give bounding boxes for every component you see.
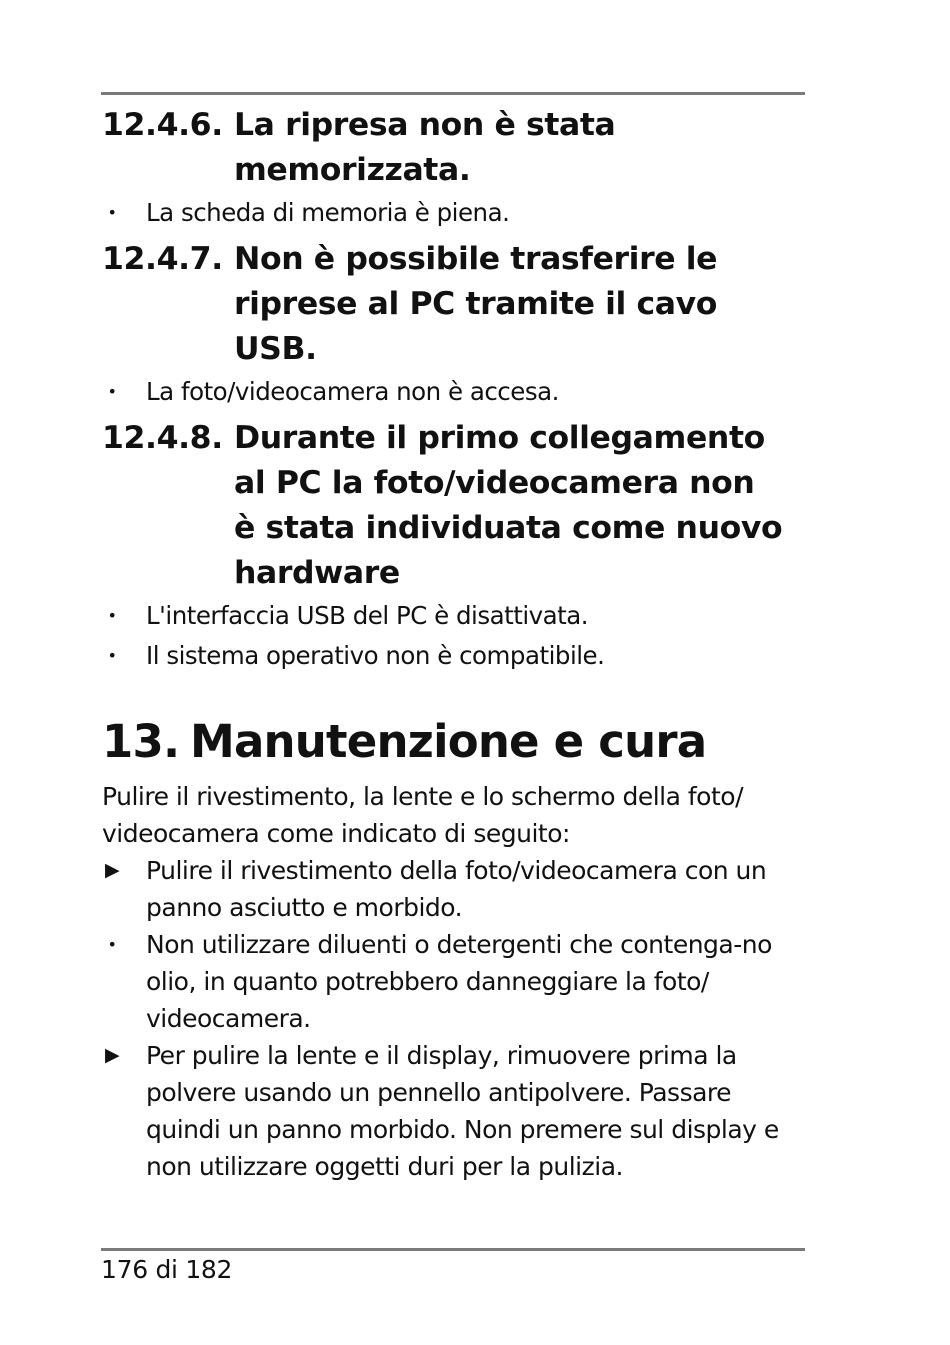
list-item [102,372,806,412]
section-title: Non è possibile trasferire le riprese al PC tramite il cavo USB. [234,241,718,367]
header-rule [101,92,805,95]
maintenance-list [102,852,806,1185]
section-number: 12.4.8. [102,420,223,456]
list-item-text: Per pulire la lente e il display, rimuovere prima la polvere usando un pennello antipolvere. Passare quindi un panno morbido. Non premere sul display e non utilizzare oggetti duri per la pulizia. [146,1041,779,1181]
arrow-right-icon: ▶ [104,1044,120,1066]
chapter-heading [102,714,806,770]
section-heading-12-4-6 [102,103,806,193]
section-number: 12.4.6. [102,107,223,143]
bullet-list [102,596,806,676]
bullet-list [102,193,806,233]
page-number: 176 di 182 [101,1255,233,1284]
list-item-text: La scheda di memoria è piena. [146,198,510,227]
list-item-text: Non utilizzare diluenti o detergenti che contenga-no olio, in quanto potrebbero danneggiare la foto/ videocamera. [146,930,772,1033]
bullet-dot-icon: • [107,606,117,625]
section-heading-12-4-8 [102,416,806,596]
chapter-intro: Pulire il rivestimento, la lente e lo schermo della foto/ videocamera come indicato di seguito: [102,782,743,848]
list-item [102,926,806,1037]
bullet-dot-icon: • [107,935,117,954]
bullet-dot-icon: • [107,382,117,401]
list-item [102,596,806,636]
chapter-title: Manutenzione e cura [190,715,707,768]
list-item [102,1037,806,1185]
list-item [102,193,806,233]
page-content [102,103,806,1185]
bullet-dot-icon: • [107,646,117,665]
chapter-number: 13. [102,715,180,768]
bullet-dot-icon: • [107,203,117,222]
section-number: 12.4.7. [102,241,223,277]
list-item [102,852,806,926]
list-item-text: Il sistema operativo non è compatibile. [146,641,605,670]
footer-rule [101,1248,805,1251]
section-heading-12-4-7 [102,237,806,372]
section-title: La ripresa non è stata memorizzata. [234,107,616,188]
bullet-list [102,372,806,412]
arrow-right-icon: ▶ [104,859,120,881]
list-item-text: L'interfaccia USB del PC è disattivata. [146,601,589,630]
list-item-text: La foto/videocamera non è accesa. [146,377,559,406]
list-item [102,636,806,676]
list-item-text: Pulire il rivestimento della foto/videocamera con un panno asciutto e morbido. [146,856,767,922]
section-title: Durante il primo collegamento al PC la foto/videocamera non è stata individuata come nuovo hardware [234,420,783,591]
